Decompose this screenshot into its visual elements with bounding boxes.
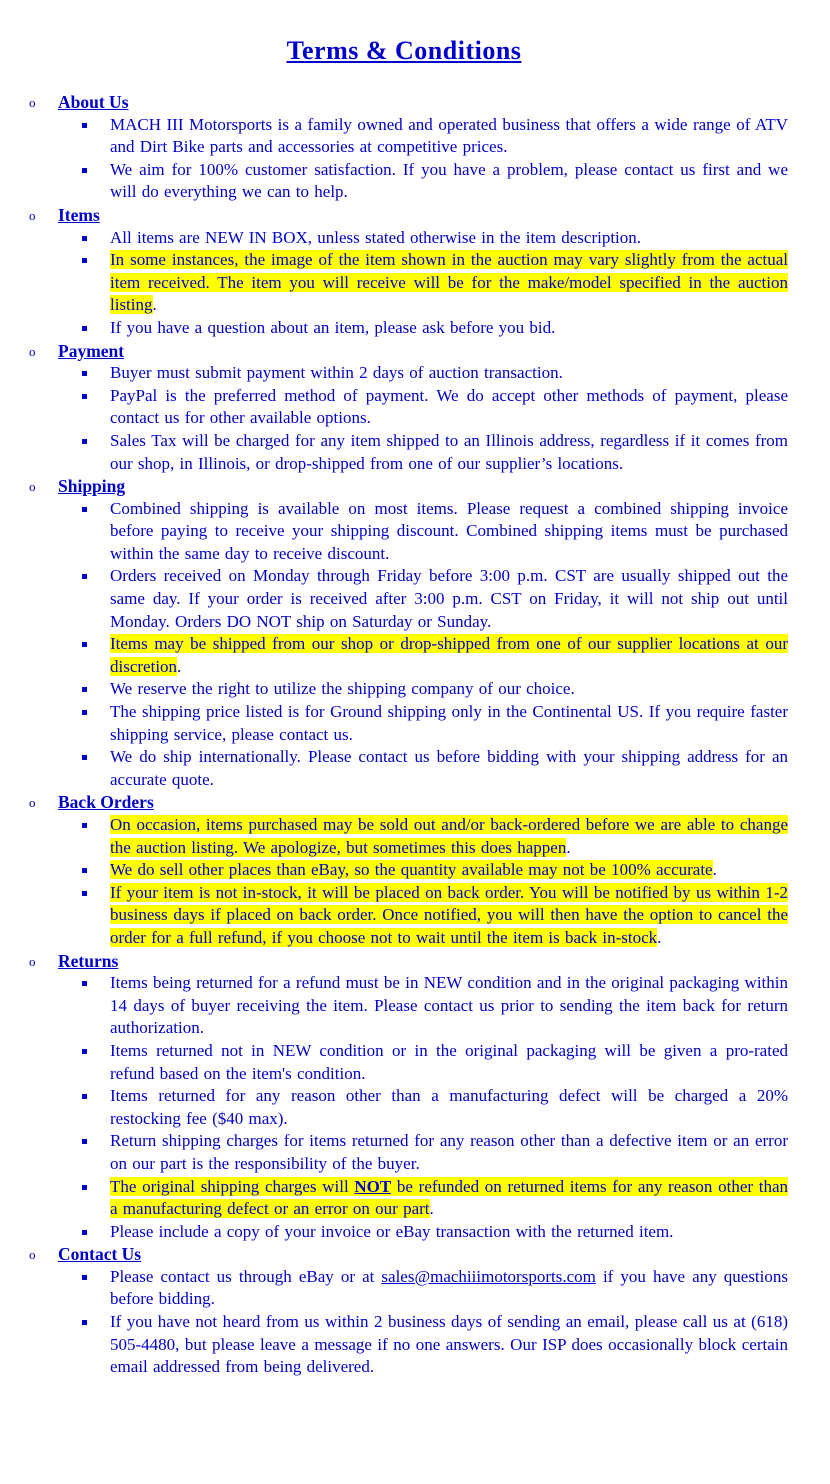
list-item-text — [110, 859, 788, 882]
item-text: Return shipping charges for items returned for any reason other than a defective item or an error on our part is the responsibility of the buyer. — [110, 1131, 788, 1173]
list-item-text — [110, 227, 788, 250]
square-bullet-icon — [82, 439, 87, 444]
item-text: We aim for 100% customer satisfaction. If you have a problem, please contact us first and we will do everything we can to help. — [110, 159, 788, 202]
list-item-text — [110, 362, 788, 385]
list-item-text — [110, 746, 788, 791]
highlighted-text: In some instances, the image of the item shown in the auction may vary slightly from the actual item received. The item you will receive will be for the make/model specified in the auction listing — [110, 250, 788, 315]
square-bullet-icon — [82, 710, 87, 715]
list-item-text — [110, 498, 788, 566]
section-title: About Us — [58, 92, 129, 112]
section-header — [0, 340, 830, 363]
item-text: Items being returned for a refund must be in NEW condition and in the original packaging within 14 days of buyer receiving the item. Please contact us prior to sending the item back for return authorization. — [110, 973, 788, 1038]
list-item-text — [110, 701, 788, 746]
list-item — [0, 565, 830, 633]
circle-bullet-icon: o — [29, 479, 36, 495]
square-bullet-icon — [82, 755, 87, 760]
item-text: Sales Tax will be charged for any item shipped to an Illinois address, regardless if it comes from our shop, in Illinois, or drop-shipped from one of our supplier’s locations. — [110, 430, 788, 473]
circle-bullet-icon: o — [29, 343, 36, 359]
section-contact-us — [0, 1243, 830, 1379]
square-bullet-icon — [82, 123, 87, 128]
item-punctuation: . — [429, 1199, 434, 1219]
list-item — [0, 249, 830, 317]
square-bullet-icon — [82, 1185, 87, 1190]
section-title: Shipping — [58, 476, 126, 497]
list-item — [0, 498, 830, 566]
square-bullet-icon — [82, 1230, 87, 1235]
list-item — [0, 1040, 830, 1085]
list-item — [0, 227, 830, 250]
item-text: MACH III Motorsports is a family owned and operated business that offers a wide range of ATV and Dirt Bike parts and accessories at competitive prices. — [110, 114, 788, 157]
section-title: Payment — [58, 340, 125, 361]
square-bullet-icon — [82, 981, 87, 986]
highlighted-text: If your item is not in-stock, it will be placed on back order. You will be notified by us within 1-2 business days if placed on back order. Once notified, you will then have the option to cancel the order for a full refund, if you choose not to wait until the item is back in-stock — [110, 882, 788, 947]
list-item — [0, 114, 830, 159]
item-text: The shipping price listed is for Ground shipping only in the Continental US. If you require faster shipping service, please contact us. — [110, 702, 788, 744]
square-bullet-icon — [82, 168, 87, 173]
section-header — [0, 950, 830, 973]
item-text: PayPal is the preferred method of payment. We do accept other methods of payment, please contact us for other available options. — [110, 385, 788, 428]
list-item — [0, 430, 830, 475]
item-punctuation: . — [712, 860, 717, 880]
list-item — [0, 1085, 830, 1130]
list-item-text — [110, 1176, 788, 1221]
item-text: Combined shipping is available on most items. Please request a combined shipping invoice before paying to receive your shipping discount. Combined shipping items must be purchased within the same day to receive discount. — [110, 498, 788, 563]
item-text: if you have any questions before bidding. — [110, 1266, 788, 1309]
square-bullet-icon — [82, 258, 87, 263]
square-bullet-icon — [82, 394, 87, 399]
section-title: Returns — [58, 950, 119, 971]
square-bullet-icon — [82, 823, 87, 828]
section-header — [0, 91, 830, 114]
list-item-text — [110, 882, 788, 950]
section-title: Back Orders — [58, 792, 154, 813]
list-item — [0, 1266, 830, 1311]
list-item — [0, 159, 830, 204]
list-item-text — [110, 814, 788, 859]
square-bullet-icon — [82, 1275, 87, 1280]
square-bullet-icon — [82, 1139, 87, 1144]
square-bullet-icon — [82, 507, 87, 512]
item-punctuation: . — [566, 837, 571, 857]
section-shipping — [0, 475, 830, 791]
list-item-text — [110, 430, 788, 475]
list-item-text — [110, 678, 788, 701]
section-title: Contact Us — [58, 1244, 142, 1265]
list-item — [0, 1221, 830, 1244]
list-item — [0, 701, 830, 746]
list-item-text — [110, 159, 788, 204]
list-item-text — [110, 565, 788, 633]
item-text: If you have a question about an item, please ask before you bid. — [110, 317, 556, 337]
square-bullet-icon — [82, 574, 87, 579]
list-item — [0, 678, 830, 701]
square-bullet-icon — [82, 1094, 87, 1099]
list-item — [0, 633, 830, 678]
highlighted-emphasis: NOT — [354, 1176, 392, 1196]
square-bullet-icon — [82, 868, 87, 873]
list-item-text — [110, 1266, 788, 1311]
section-returns — [0, 950, 830, 1244]
page-title: Terms & Conditions — [286, 36, 522, 65]
circle-bullet-icon: o — [29, 795, 36, 811]
list-item — [0, 385, 830, 430]
item-text: Please include a copy of your invoice or eBay transaction with the returned item. — [110, 1221, 674, 1241]
list-item — [0, 972, 830, 1040]
circle-bullet-icon: o — [29, 1247, 36, 1263]
highlighted-text: Items may be shipped from our shop or drop-shipped from one of our supplier locations at our discretion — [110, 634, 788, 676]
highlighted-text: be refunded on returned items for any reason other than a manufacturing defect or an error on our part — [110, 1176, 789, 1219]
section-header — [0, 1243, 830, 1266]
list-item — [0, 882, 830, 950]
list-item — [0, 1130, 830, 1175]
list-item-text — [110, 1085, 788, 1130]
list-item — [0, 814, 830, 859]
item-punctuation: . — [657, 927, 662, 947]
circle-bullet-icon: o — [29, 207, 36, 223]
square-bullet-icon — [82, 236, 87, 241]
item-text: Please contact us through eBay or at — [110, 1266, 382, 1286]
item-text: Items returned for any reason other than a manufacturing defect will be charged a 20% restocking fee ($40 max). — [110, 1086, 788, 1128]
circle-bullet-icon: o — [29, 953, 36, 969]
list-item-text — [110, 972, 788, 1040]
list-item — [0, 1311, 830, 1379]
section-header — [0, 791, 830, 814]
section-header — [0, 475, 830, 498]
square-bullet-icon — [82, 687, 87, 692]
list-item-text — [110, 249, 788, 317]
list-item-text — [110, 1040, 788, 1085]
section-items — [0, 204, 830, 340]
item-text: Orders received on Monday through Friday before 3:00 p.m. CST are usually shipped out the same day. If your order is received after 3:00 p.m. CST on Friday, it will not ship out until Monday. Orders DO NOT ship on Saturday or Sunday. — [110, 566, 788, 631]
section-header — [0, 204, 830, 227]
email-link[interactable]: sales@machiiimotorsports.com — [381, 1266, 596, 1286]
highlighted-text: We do sell other places than eBay, so the quantity available may not be 100% accurate — [110, 860, 713, 880]
list-item-text — [110, 1311, 788, 1379]
item-text: All items are NEW IN BOX, unless stated otherwise in the item description. — [110, 227, 642, 247]
item-punctuation: . — [152, 295, 157, 315]
list-item-text — [110, 317, 788, 340]
circle-bullet-icon: o — [29, 95, 36, 110]
section-payment — [0, 340, 830, 476]
list-item-text — [110, 1130, 788, 1175]
item-text: Items returned not in NEW condition or in the original packaging will be given a pro-rated refund based on the item's condition. — [110, 1040, 788, 1083]
list-item-text — [110, 1221, 788, 1244]
square-bullet-icon — [82, 891, 87, 896]
list-item-text — [110, 385, 788, 430]
list-item-text — [110, 633, 788, 678]
list-item — [0, 859, 830, 882]
square-bullet-icon — [82, 371, 87, 376]
square-bullet-icon — [82, 1049, 87, 1054]
square-bullet-icon — [82, 642, 87, 647]
highlighted-text: On occasion, items purchased may be sold out and/or back-ordered before we are able to change the auction listing. We apologize, but sometimes this does happen — [110, 815, 788, 857]
item-text: We reserve the right to utilize the shipping company of our choice. — [110, 679, 575, 699]
square-bullet-icon — [82, 1320, 87, 1325]
item-punctuation: . — [177, 656, 182, 676]
terms-sections — [0, 91, 830, 1379]
item-text: If you have not heard from us within 2 business days of sending an email, please call us at (618) 505-4480, but please leave a message if no one answers. Our ISP does occasionally block certain email addressed from being delivered. — [110, 1312, 788, 1377]
list-item — [0, 317, 830, 340]
item-text: We do ship internationally. Please contact us before bidding with your shipping address for an accurate quote. — [110, 747, 788, 789]
highlighted-text: The original shipping charges will — [110, 1176, 355, 1196]
list-item — [0, 1176, 830, 1221]
item-text: Buyer must submit payment within 2 days of auction transaction. — [110, 363, 563, 383]
section-back-orders — [0, 791, 830, 949]
square-bullet-icon — [82, 326, 87, 331]
list-item — [0, 362, 830, 385]
list-item-text — [110, 114, 788, 159]
list-item — [0, 746, 830, 791]
section-title: Items — [58, 204, 100, 225]
section-about-us — [0, 91, 830, 204]
